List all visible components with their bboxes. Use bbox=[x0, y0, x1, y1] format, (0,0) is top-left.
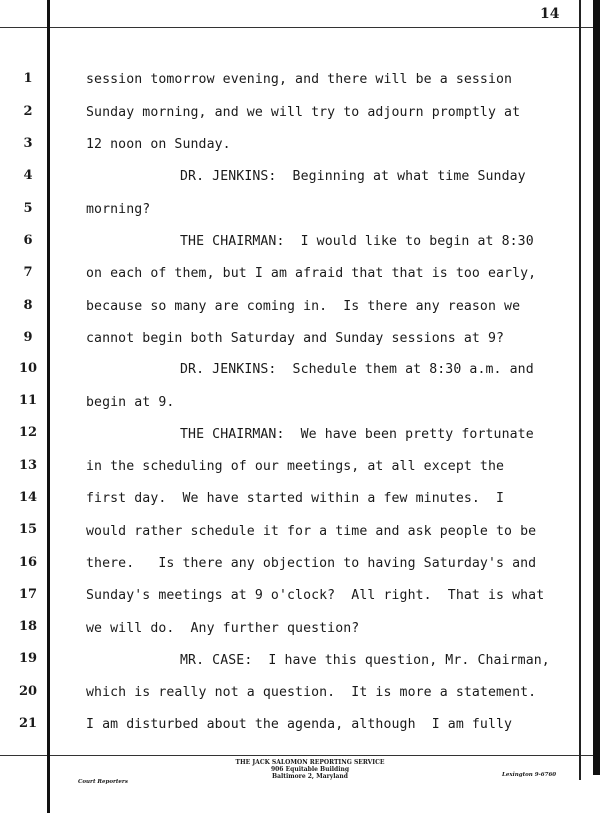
line-number: 2 bbox=[23, 104, 33, 119]
transcript-line: in the scheduling of our meetings, at all except the bbox=[86, 459, 505, 474]
transcript-line: Sunday morning, and we will try to adjourn promptly at bbox=[86, 105, 521, 120]
scan-edge-band bbox=[593, 0, 600, 775]
line-number: 17 bbox=[18, 587, 38, 602]
right-margin-rule bbox=[579, 0, 581, 780]
transcript-line: DR. JENKINS: Schedule them at 8:30 a.m. and bbox=[180, 362, 534, 377]
footer-address-city: Baltimore 2, Maryland bbox=[272, 773, 348, 780]
transcript-line: first day. We have started within a few minutes. I bbox=[86, 491, 505, 506]
transcript-line: begin at 9. bbox=[86, 395, 175, 410]
line-number: 21 bbox=[18, 716, 38, 731]
transcript-line: we will do. Any further question? bbox=[86, 621, 360, 636]
footer-address-building: 906 Equitable Building bbox=[270, 766, 350, 773]
line-number: 12 bbox=[18, 425, 38, 440]
transcript-line: 12 noon on Sunday. bbox=[86, 137, 231, 152]
left-margin-rule bbox=[47, 0, 50, 813]
line-number: 20 bbox=[18, 684, 38, 699]
line-number: 11 bbox=[18, 393, 38, 408]
line-number: 10 bbox=[18, 361, 38, 376]
footer-phone: Lexington 9-6760 bbox=[502, 772, 557, 778]
line-number: 6 bbox=[23, 233, 33, 248]
line-number: 1 bbox=[23, 71, 33, 86]
line-number: 18 bbox=[18, 619, 38, 634]
footer-reporting-service bbox=[200, 759, 420, 780]
line-number: 9 bbox=[23, 330, 33, 345]
transcript-line: because so many are coming in. Is there any reason we bbox=[86, 299, 521, 314]
transcript-line: session tomorrow evening, and there will be a session bbox=[86, 72, 513, 87]
top-rule bbox=[0, 27, 600, 28]
line-number: 14 bbox=[18, 490, 38, 505]
line-number: 7 bbox=[23, 265, 33, 280]
transcript-line: DR. JENKINS: Beginning at what time Sunday bbox=[180, 169, 526, 184]
page-number: 14 bbox=[540, 6, 560, 22]
footer-service-name: THE JACK SALOMON REPORTING SERVICE bbox=[235, 759, 385, 766]
line-number: 19 bbox=[18, 651, 38, 666]
transcript-line: THE CHAIRMAN: I would like to begin at 8:30 bbox=[180, 234, 534, 249]
transcript-line: Sunday's meetings at 9 o'clock? All right. That is what bbox=[86, 588, 545, 603]
line-number: 5 bbox=[23, 201, 33, 216]
line-number: 16 bbox=[18, 555, 38, 570]
transcript-line: there. Is there any objection to having Saturday's and bbox=[86, 556, 537, 571]
line-number: 3 bbox=[23, 136, 33, 151]
line-number: 8 bbox=[23, 298, 33, 313]
line-number: 4 bbox=[23, 168, 33, 183]
bottom-rule bbox=[0, 755, 600, 756]
footer-court-reporters: Court Reporters bbox=[78, 779, 128, 785]
transcript-line: I am disturbed about the agenda, although I am fully bbox=[86, 717, 513, 732]
line-number: 15 bbox=[18, 522, 38, 537]
transcript-line: cannot begin both Saturday and Sunday sessions at 9? bbox=[86, 331, 505, 346]
transcript-line: morning? bbox=[86, 202, 151, 217]
transcript-line: THE CHAIRMAN: We have been pretty fortunate bbox=[180, 427, 534, 442]
transcript-line: which is really not a question. It is more a statement. bbox=[86, 685, 537, 700]
transcript-line: MR. CASE: I have this question, Mr. Chairman, bbox=[180, 653, 550, 668]
transcript-line: would rather schedule it for a time and ask people to be bbox=[86, 524, 537, 539]
transcript-line: on each of them, but I am afraid that that is too early, bbox=[86, 266, 537, 281]
line-number: 13 bbox=[18, 458, 38, 473]
